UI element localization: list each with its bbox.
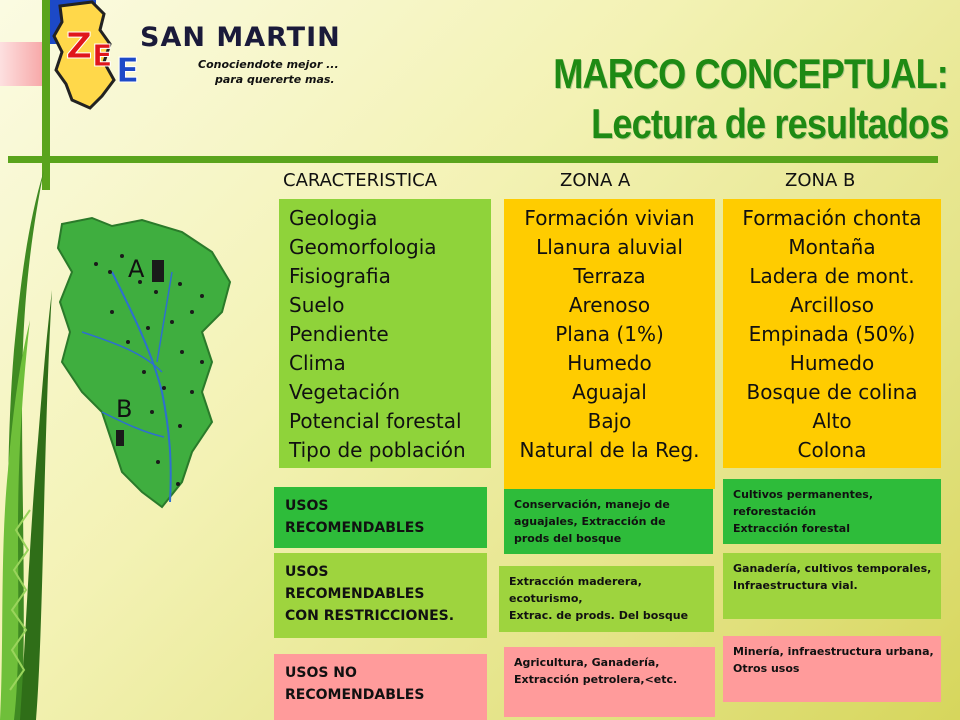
svg-text:E: E	[116, 51, 140, 91]
usos-text-line: Otros usos	[733, 662, 800, 675]
usos-restricciones-zona-b	[723, 553, 941, 619]
characteristic-item: Suelo	[289, 293, 345, 317]
page-title-line1: MARCO CONCEPTUAL:	[553, 50, 948, 97]
zona-b-item: Montaña	[788, 235, 876, 259]
usos-text-line: Extrac. de prods. Del bosque	[509, 609, 689, 622]
usos-no-recomendables-label	[274, 654, 487, 720]
usos-text-line: Agricultura, Ganadería,	[514, 656, 660, 669]
zona-a-item: Llanura aluvial	[536, 235, 683, 259]
zona-b-item: Ladera de mont.	[749, 264, 915, 288]
usos-text-line: Extracción petrolera,<etc.	[514, 673, 678, 686]
characteristic-item: Tipo de población	[289, 438, 466, 462]
usos-label-line: RECOMENDABLES	[285, 687, 425, 703]
characteristic-item: Geologia	[289, 206, 378, 230]
column-header-caracteristica: CARACTERISTICA	[283, 170, 438, 191]
characteristic-item: Pendiente	[289, 322, 389, 346]
zona-a-item: Aguajal	[572, 380, 647, 404]
zona-a-item: Bajo	[587, 409, 632, 433]
usos-label-line: RECOMENDABLES	[285, 520, 425, 536]
usos-text-line: Cultivos permanentes,	[733, 488, 874, 501]
map-label-a: A	[128, 255, 145, 283]
usos-label-line: USOS	[285, 564, 329, 580]
zona-a-item: Terraza	[573, 264, 646, 288]
usos-text-line: Conservación, manejo de	[514, 498, 670, 511]
usos-text-line: Ganadería, cultivos temporales,	[733, 562, 932, 575]
usos-text-line: ecoturismo,	[509, 592, 583, 605]
usos-text-line: Minería, infraestructura urbana,	[733, 645, 934, 658]
column-header-zona-b: ZONA B	[785, 170, 856, 191]
svg-text:E: E	[92, 39, 113, 74]
zona-b-item: Bosque de colina	[746, 380, 918, 404]
zona-a-item: Arenoso	[568, 293, 651, 317]
usos-label-line: RECOMENDABLES	[285, 586, 425, 602]
usos-label-line: USOS NO	[285, 665, 357, 681]
logo-tagline-1: Conociendote mejor ...	[198, 58, 339, 71]
decorative-pink-square	[0, 42, 42, 86]
usos-text-line: Extracción maderera,	[509, 575, 642, 588]
usos-no-recomendables-zona-a	[504, 647, 715, 717]
zona-b-item: Formación chonta	[742, 206, 922, 230]
usos-restricciones-zona-a	[499, 566, 714, 632]
grass-decoration	[0, 170, 52, 720]
column-header-zona-a: ZONA A	[560, 170, 631, 191]
usos-text-line: aguajales, Extracción de	[514, 515, 666, 528]
usos-text-line: reforestación	[733, 505, 817, 518]
zona-b-item: Colona	[797, 438, 867, 462]
usos-text-line: prods del bosque	[514, 532, 622, 545]
characteristic-item: Potencial forestal	[289, 409, 462, 433]
usos-label-line: USOS	[285, 498, 329, 514]
zona-b-item: Alto	[812, 409, 852, 433]
characteristic-item: Fisiografia	[289, 264, 391, 288]
usos-text-line: Extracción forestal	[733, 522, 850, 535]
zona-a-item: Natural de la Reg.	[519, 438, 700, 462]
characteristic-item: Vegetación	[289, 380, 400, 404]
characteristic-item: Geomorfologia	[289, 235, 437, 259]
zona-b-item: Arcilloso	[789, 293, 875, 317]
svg-text:Z: Z	[66, 26, 93, 67]
zona-a-item: Plana (1%)	[555, 322, 664, 346]
zona-b-item: Empinada (50%)	[748, 322, 916, 346]
decorative-horizontal-bar	[8, 156, 938, 163]
characteristic-item: Clima	[289, 351, 346, 375]
zona-b-item: Humedo	[789, 351, 875, 375]
logo-title: SAN MARTIN	[140, 22, 341, 53]
usos-restricciones-label	[274, 553, 487, 638]
usos-text-line: Infraestructura vial.	[733, 579, 858, 592]
zona-a-item: Humedo	[567, 351, 652, 375]
logo-tagline-2: para quererte mas.	[215, 73, 335, 86]
usos-label-line: CON RESTRICCIONES.	[285, 608, 455, 624]
zona-a-list	[504, 199, 715, 489]
usos-recomendables-zona-b	[723, 479, 941, 544]
zona-a-item: Formación vivian	[524, 206, 695, 230]
zona-b-list	[723, 199, 941, 468]
usos-recomendables-zona-a	[504, 489, 713, 554]
usos-no-recomendables-zona-b	[723, 636, 941, 702]
page-title-line2: Lectura de resultados	[590, 100, 948, 147]
usos-recomendables-label	[274, 487, 487, 548]
characteristics-list	[279, 199, 491, 468]
map-label-b: B	[116, 395, 133, 423]
